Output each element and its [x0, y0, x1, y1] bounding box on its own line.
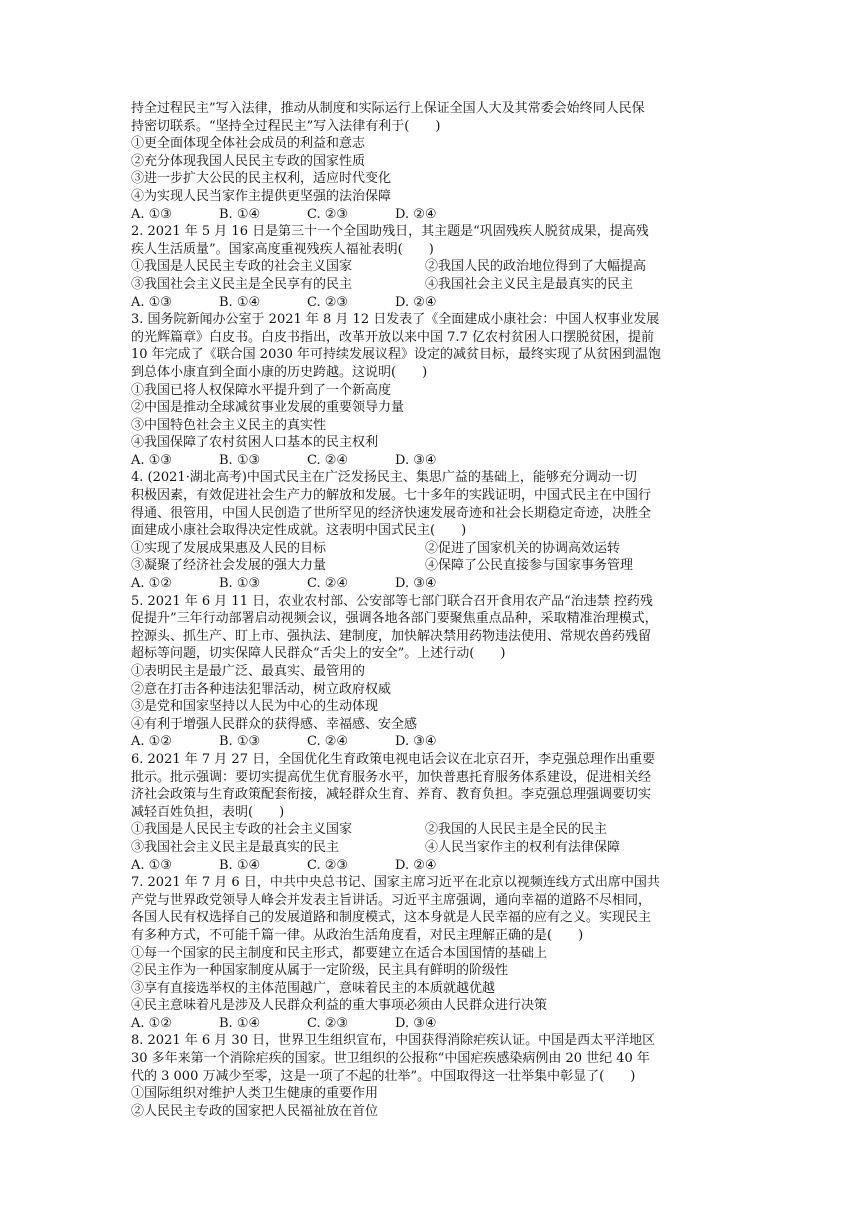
statement-pair [131, 557, 731, 575]
statement-item: ④人民当家作主的权利有法律保障 [425, 839, 621, 855]
question-text-line: 到总体小康直到全面小康的历史跨越。这说明( ) [131, 364, 428, 380]
option-b: B. ①③ [219, 734, 261, 750]
statement-item: ④为实现人民当家作主提供更坚强的法治保障 [131, 188, 392, 204]
statement-pair [131, 540, 731, 558]
statement-item: ①表明民主是最广泛、最真实、最管用的 [131, 664, 366, 679]
question-text-line: 面建成小康社会取得决定性成就。这表明中国式民主( ) [131, 523, 467, 539]
question-5 [131, 593, 731, 751]
statement-item: ①我国已将人权保障水平提升到了一个新高度 [131, 382, 392, 398]
question-text-line: 持密切联系。“坚持全过程民主”写入法律有利于( ) [131, 118, 441, 134]
option-a: A. ①③ [131, 294, 172, 310]
question-text-line: 5. 2021 年 6 月 11 日，农业农村部、公安部等七部门联合召开食用农产品“治违禁 控药残 [131, 593, 653, 609]
option-b: B. ①④ [219, 1015, 261, 1031]
statement-item: ①每一个国家的民主制度和民主形式，都要建立在适合本国国情的基础上 [131, 945, 548, 961]
statement-item: ①国际组织对维护人类卫生健康的重要作用 [131, 1086, 379, 1102]
option-c: C. ②③ [307, 206, 349, 222]
option-a: A. ①② [131, 576, 172, 592]
answer-options [131, 206, 731, 224]
question-text-line: 10 年完成了《联合国 2030 年可持续发展议程》设定的减贫目标，最终实现了从贫困到温饱 [131, 347, 662, 363]
question-text-line: 济社会政策与生育政策配套衔接，减轻群众生育、养育、教育负担。李克强总理强调要切实 [131, 787, 652, 803]
question-3 [131, 311, 731, 469]
question-text-line: 各国人民有权选择自己的发展道路和制度模式，这本身就是人民幸福的应有之义。实现民主 [131, 910, 652, 926]
option-a: A. ①③ [131, 857, 172, 873]
option-b: B. ①④ [219, 294, 261, 310]
statement-item: ③凝聚了经济社会发展的强大力量 [131, 558, 327, 574]
option-b: B. ①④ [219, 857, 261, 873]
question-text-line: 超标等问题，切实保障人民群众“舌尖上的安全”。上述行动( ) [131, 646, 506, 662]
option-b: B. ①④ [219, 206, 261, 222]
statement-item: ①实现了发展成果惠及人民的目标 [131, 540, 327, 556]
question-text-line: 8. 2021 年 6 月 30 日，世界卫生组织宣布，中国获得消除疟疾认证。中国是西太平洋地区 [131, 1033, 656, 1049]
statement-item: ②促进了国家机关的协调高效运转 [425, 540, 621, 556]
statement-item: ②民主作为一种国家制度从属于一定阶级，民主具有鲜明的阶级性 [131, 963, 509, 979]
option-b: B. ①③ [219, 576, 261, 592]
question-text-line: 6. 2021 年 7 月 27 日，全国优化生育政策电视电话会议在北京召开，李克强总理作出重要 [131, 751, 656, 767]
question-text-line: 4. (2021·湖北高考)中国式民主在广泛发扬民主、集思广益的基础上，能够充分调动一切 [131, 470, 637, 486]
statement-pair [131, 839, 731, 857]
statement-pair [131, 821, 731, 839]
statement-pair [131, 276, 731, 294]
statement-item: ①更全面体现全体社会成员的利益和意志 [131, 136, 366, 152]
question-text-line: 持全过程民主”写入法律，推动从制度和实际运行上保证全国人大及其常委会始终同人民保 [131, 101, 645, 116]
option-c: C. ②③ [307, 1015, 349, 1031]
question-text-line: 积极因素，有效促进社会生产力的解放和发展。七十多年的实践证明，中国式民主在中国行 [131, 488, 652, 504]
question-text-line: 的光辉篇章》白皮书。白皮书指出，改革开放以来中国 7.7 亿农村贫困人口摆脱贫困，提前 [131, 329, 654, 345]
question-text-line: 减轻百姓负担，表明( ) [131, 804, 285, 820]
statement-item: ③是党和国家坚持以人民为中心的生动体现 [131, 699, 379, 715]
statement-item: ①我国是人民民主专政的社会主义国家 [131, 822, 353, 838]
statement-item: ②充分体现我国人民民主专政的国家性质 [131, 153, 366, 169]
statement-item: ③中国特色社会主义民主的真实性 [131, 417, 327, 433]
option-c: C. ②④ [307, 576, 349, 592]
statement-item: ③我国社会主义民主是全民享有的民主 [131, 276, 353, 292]
option-d: D. ③④ [395, 734, 437, 750]
question-text-line: 3. 国务院新闻办公室于 2021 年 8 月 12 日发表了《全面建成小康社会：中国人权事业发展 [131, 312, 660, 328]
question-text-line: 疾人生活质量”。国家高度重视残疾人福祉表明( ) [131, 241, 434, 257]
answer-options [131, 575, 731, 593]
option-c: C. ②④ [307, 452, 349, 468]
statement-item: ②我国人民的政治地位得到了大幅提高 [425, 259, 647, 275]
statement-item: ④保障了公民直接参与国家事务管理 [425, 558, 634, 574]
option-d: D. ②④ [395, 294, 437, 310]
question-text-line: 批示。批示强调：要切实提高优生优育服务水平，加快普惠托育服务体系建设，促进相关经 [131, 769, 652, 785]
question-text-line: 2. 2021 年 5 月 16 日是第三十一个全国助残日，其主题是“巩固残疾人脱贫成果，提高残 [131, 224, 649, 240]
statement-item: ④民主意味着凡是涉及人民群众利益的重大事项必须由人民群众进行决策 [131, 998, 548, 1014]
question-7 [131, 874, 731, 1032]
option-c: C. ②④ [307, 734, 349, 750]
answer-options [131, 1015, 731, 1033]
statement-item: ③进一步扩大公民的民主权利，适应时代变化 [131, 171, 392, 187]
question-text-line: 控源头、抓生产、盯上市、强执法、建制度，加快解决禁用药物违法使用、常规农兽药残留 [131, 628, 652, 644]
option-b: B. ①③ [219, 452, 261, 468]
answer-options [131, 294, 731, 312]
option-d: D. ②④ [395, 206, 437, 222]
question-text-line: 有多种方式，不可能千篇一律。从政治生活角度看，对民主理解正确的是( ) [131, 927, 584, 943]
question-text-line: 7. 2021 年 7 月 6 日，中共中央总书记、国家主席习近平在北京以视频连线方式出席中国共 [131, 875, 660, 891]
statement-pair [131, 258, 731, 276]
question-1-continued [131, 100, 731, 223]
option-d: D. ③④ [395, 576, 437, 592]
statement-item: ②中国是推动全球减贫事业发展的重要领导力量 [131, 400, 405, 416]
statement-item: ③享有直接选举权的主体范围越广，意味着民主的本质就越优越 [131, 980, 496, 996]
answer-options [131, 452, 731, 470]
question-text-line: 代的 3 000 万减少至零，这是一项了不起的壮举”。中国取得这一壮举集中彰显了( ) [131, 1068, 636, 1084]
option-c: C. ②③ [307, 857, 349, 873]
option-c: C. ②③ [307, 294, 349, 310]
statement-item: ④有利于增强人民群众的获得感、幸福感、安全感 [131, 716, 418, 732]
document-page [131, 100, 731, 1120]
option-d: D. ②④ [395, 857, 437, 873]
option-a: A. ①② [131, 734, 172, 750]
statement-item: ③我国社会主义民主是最真实的民主 [131, 839, 340, 855]
statement-item: ②意在打击各种违法犯罪活动，树立政府权威 [131, 681, 392, 697]
option-d: D. ③④ [395, 1015, 437, 1031]
question-2 [131, 223, 731, 311]
option-a: A. ①③ [131, 206, 172, 222]
option-a: A. ①③ [131, 452, 172, 468]
statement-item: ④我国社会主义民主是最真实的民主 [425, 276, 634, 292]
question-text-line: 促提升”三年行动部署启动视频会议，强调各地各部门要聚焦重点品种，采取精准治理模式， [131, 611, 658, 627]
question-text-line: 30 多年来第一个消除疟疾的国家。世卫组织的公报称“中国疟疾感染病例由 20 世纪 40 年 [131, 1051, 650, 1067]
option-d: D. ③④ [395, 452, 437, 468]
answer-options [131, 733, 731, 751]
answer-options [131, 857, 731, 875]
question-text-line: 得通、很管用，中国人民创造了世所罕见的经济快速发展奇迹和社会长期稳定奇迹，决胜全 [131, 505, 652, 521]
statement-item: ②人民民主专政的国家把人民福祉放在首位 [131, 1103, 379, 1119]
option-a: A. ①② [131, 1015, 172, 1031]
question-4 [131, 469, 731, 592]
question-6 [131, 751, 731, 874]
statement-item: ②我国的人民民主是全民的民主 [425, 822, 608, 838]
statement-item: ④我国保障了农村贫困人口基本的民主权利 [131, 435, 379, 451]
question-text-line: 产党与世界政党领导人峰会并发表主旨讲话。习近平主席强调，通向幸福的道路不尽相同， [131, 892, 652, 908]
question-8 [131, 1032, 731, 1120]
statement-item: ①我国是人民民主专政的社会主义国家 [131, 259, 353, 275]
